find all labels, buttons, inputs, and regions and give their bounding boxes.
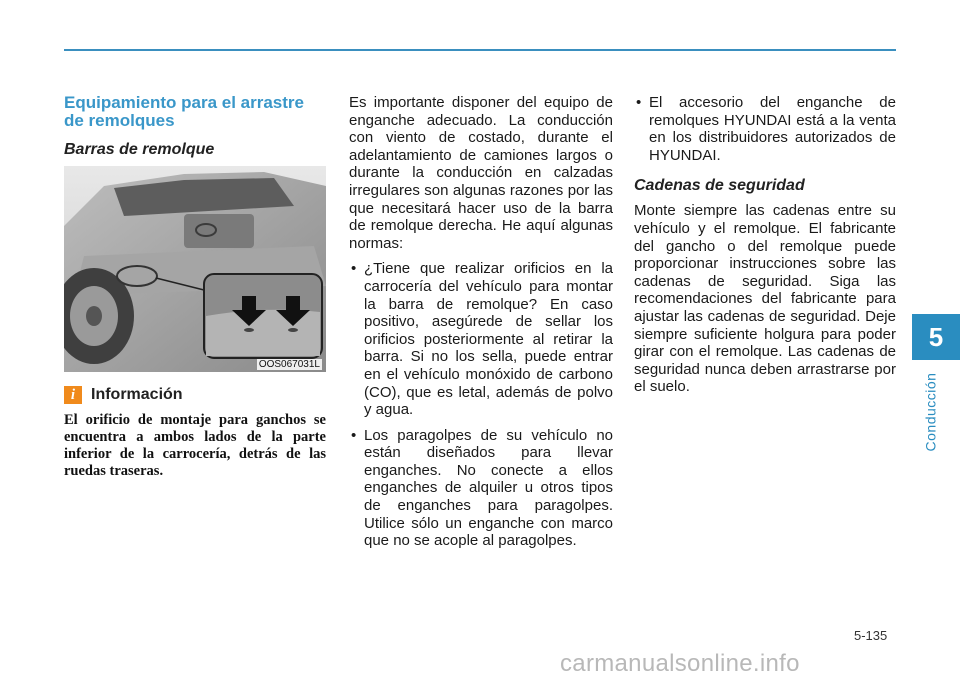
list-item: • ¿Tiene que realizar orificios en la carrocería del vehículo para montar la barra de remolque? En caso positivo, asegúrede de sellar los orificios posteriormente al retirar la barra. Si no los sella, puede entrar en el vehículo monóxido de carbono (CO), que es letal, además de polvo y agua. bbox=[349, 260, 613, 418]
chapter-label-text: Conducción bbox=[922, 372, 938, 452]
subsection-title-safety-chains: Cadenas de seguridad bbox=[634, 177, 805, 195]
chapter-number-tab[interactable] bbox=[912, 314, 960, 360]
page-number: 5-135 bbox=[854, 628, 888, 643]
rules-list bbox=[349, 260, 613, 550]
figure-caption: OOS067031L bbox=[258, 359, 320, 370]
subsection-title-tow-bars: Barras de remolque bbox=[64, 141, 215, 158]
info-icon: i bbox=[64, 386, 82, 404]
header-rule bbox=[64, 49, 896, 51]
list-item: • Los paragolpes de su vehículo no están diseñados para llevar enganches. No conecte a ellos enganches de alquiler u otros tipos de enganches para paragolpes. Utilice sólo un enganche con marco que no se acople al paragolpes. bbox=[349, 427, 613, 550]
figure-tow-bar bbox=[64, 166, 326, 372]
accessory-list bbox=[634, 94, 896, 164]
safety-chains-paragraph: Monte siempre las cadenas entre su vehículo y el remolque. El fabricante del gancho o del remolque puede proporcionar instrucciones sobre las cadenas de seguridad. Siga las recomendaciones del fabricante para ajustar las cadenas de seguridad. Deje siempre suficiente holgura para poder girar con el remolque. Las cadenas de seguridad nunca deben arrastrarse por el suelo. bbox=[634, 202, 896, 396]
info-title: Información bbox=[91, 386, 183, 403]
list-item: • El accesorio del enganche de remolques HYUNDAI está a la venta en los distribuidores autorizados de HYUNDAI. bbox=[634, 94, 896, 164]
info-text: El orificio de montaje para ganchos se encuentra a ambos lados de la parte inferior de la carrocería, detrás de las ruedas traseras. bbox=[64, 412, 326, 479]
section-title: Equipamiento para el arrastre de remolques bbox=[64, 93, 304, 130]
column-1 bbox=[64, 94, 326, 480]
column-2 bbox=[349, 94, 613, 558]
chapter-label bbox=[918, 372, 942, 452]
car-rear-illustration bbox=[64, 166, 326, 372]
column-3 bbox=[634, 94, 896, 404]
intro-paragraph: Es importante disponer del equipo de enganche adecuado. La conducción con viento de costado, durante el adelantamiento de camiones largos o durante la conducción en calzadas irregulares son algunas razones por las que necesitará hacer uso de la barra de remolque derecha. He aquí algunas normas: bbox=[349, 94, 613, 252]
info-header bbox=[64, 386, 326, 404]
watermark: carmanualsonline.info bbox=[560, 650, 800, 677]
chapter-number: 5 bbox=[928, 321, 944, 352]
